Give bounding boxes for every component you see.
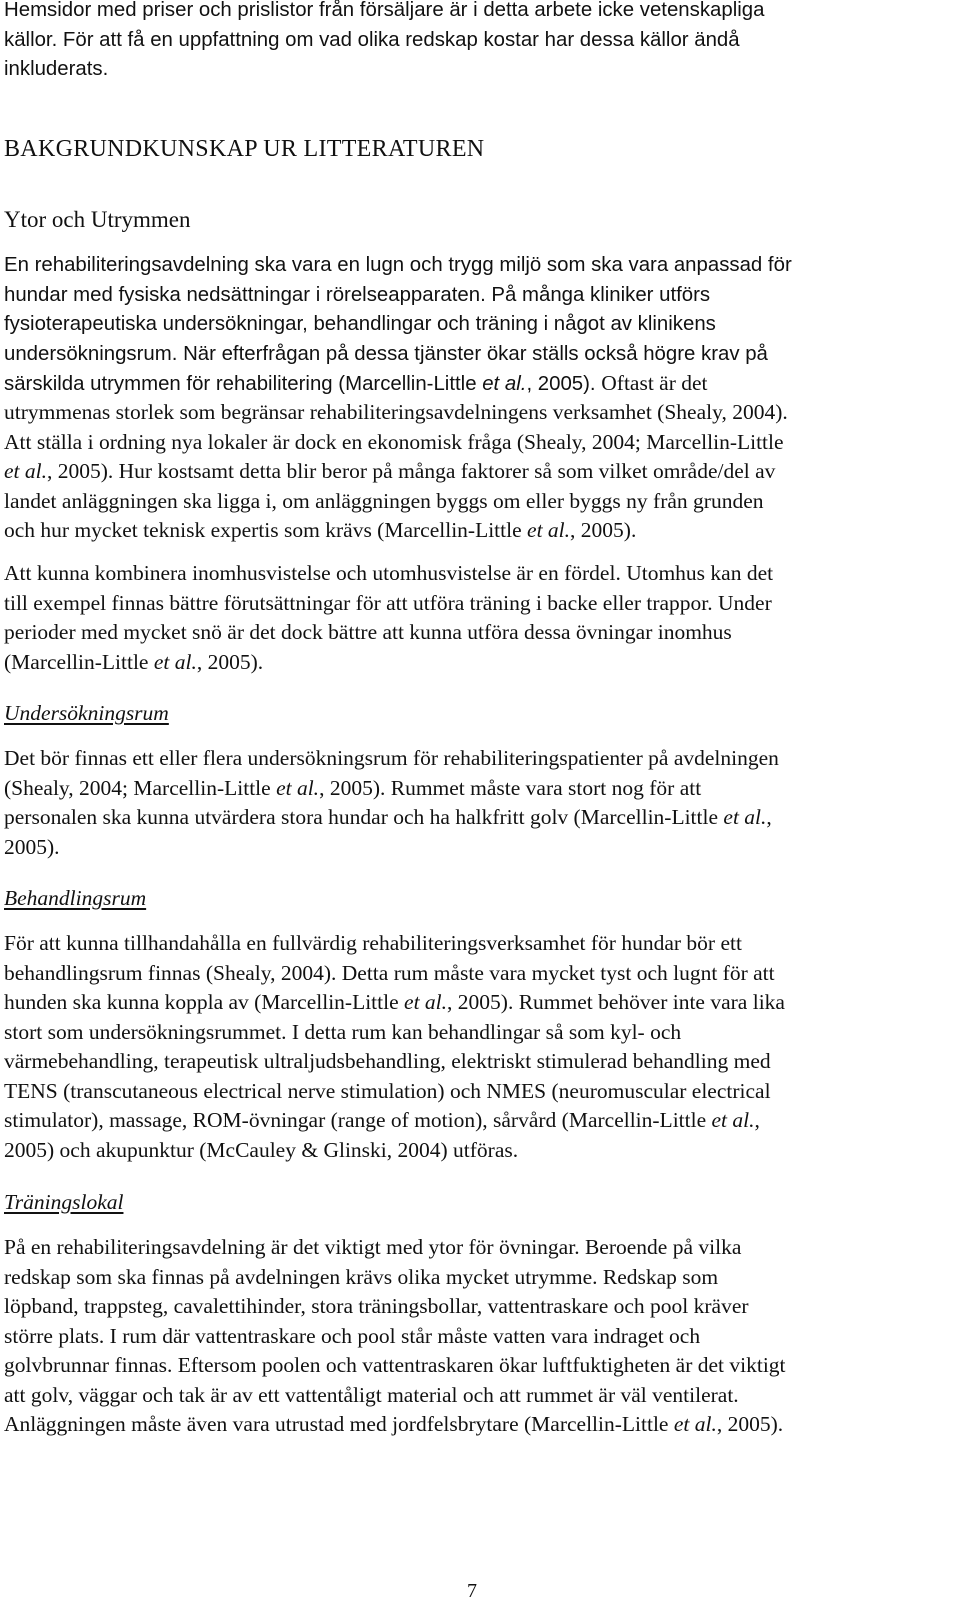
text-line: 2005) och akupunktur (McCauley & Glinski, 2004) utföras. [4,1137,519,1162]
text-line: et al., 2005). Hur kostsamt detta blir beror på många faktorer så som vilket område/del av [4,459,776,483]
text-line [4,369,944,400]
text-line: TENS (transcutaneous electrical nerve stimulation) och NMES (neuromuscular electrical [4,1078,771,1103]
text-line: Det bör finnas ett eller flera undersökningsrum för rehabiliteringspatienter på avdelningen [4,746,779,770]
text-line: utrymmenas storlek som begränsar rehabiliteringsavdelningens verksamhet (Shealy, 2004). [4,400,788,424]
citation-et-al: et al. [4,459,47,483]
text-segment: särskilda utrymmen för rehabilitering (Marcellin-Little et al., 2005). [4,373,596,395]
text-line: stimulator), massage, ROM-övningar (range of motion), sårvård (Marcellin-Little et al., [4,1108,760,1132]
text-line: och hur mycket teknisk expertis som krävs (Marcellin-Little et al., 2005). [4,518,637,542]
text-line: Hemsidor med priser och prislistor från försäljare är i detta arbete icke vetenskapliga [4,0,765,21]
heading-behandlingsrum: Behandlingsrum [4,886,147,910]
paragraph-ytor-serif [4,398,944,546]
citation-et-al: et al. [711,1108,755,1132]
text-segment: Oftast är det [601,371,708,395]
section-title: BAKGRUNDKUNSKAP UR LITTERATUREN [4,136,485,162]
text-line: På en rehabiliteringsavdelning är det viktigt med ytor för övningar. Beroende på vilka [4,1235,742,1259]
citation-et-al: et al. [527,518,571,542]
text-line: att golv, väggar och tak är av ett vattentåligt material och att rummet är väl ventilerat. [4,1382,739,1407]
text-line: fysioterapeutiska undersökningar, behandlingar och träning i något av klinikens [4,313,716,335]
text-line: Att kunna kombinera inomhusvistelse och utomhusvistelse är en fördel. Utomhus kan det [4,561,774,585]
text-line: stort som undersökningsrummet. I detta rum kan behandlingar så som kyl- och [4,1019,682,1044]
text-line: till exempel finnas bättre förutsättningar för att utföra träning i backe eller trappor. Under [4,590,772,615]
text-line: En rehabiliteringsavdelning ska vara en lugn och trygg miljö som ska vara anpassad för [4,254,792,276]
text-line: personalen ska kunna utvärdera stora hundar och ha halkfritt golv (Marcellin-Little et al., [4,805,772,829]
text-line: (Shealy, 2004; Marcellin-Little et al., 2005). Rummet måste vara stort nog för att [4,775,702,800]
text-line: (Marcellin-Little et al., 2005). [4,649,264,674]
citation-et-al: et al. [153,649,197,674]
paragraph-behandlingsrum [4,929,944,1165]
text-line: För att kunna tillhandahålla en fullvärdig rehabiliteringsverksamhet för hundar bör ett [4,931,742,955]
text-line: redskap som ska finnas på avdelningen krävs olika mycket utrymme. Redskap som [4,1264,719,1289]
page-number: 7 [467,1580,477,1602]
text-line: värmebehandling, terapeutisk ultraljudsbehandling, elektriskt stimulerad behandling med [4,1049,771,1073]
text-line: undersökningsrum. När efterfrågan på dessa tjänster ökar ställs också högre krav på [4,342,768,365]
paragraph-traningslokal [4,1233,944,1440]
paragraph-inomhus-utomhus [4,559,944,677]
text-line: större plats. I rum där vattentraskare och pool står måste vatten vara indraget och [4,1323,701,1348]
heading-undersokningsrum: Undersökningsrum [4,701,169,725]
citation-et-al: et al. [482,373,527,395]
citation-et-al: et al. [276,775,320,800]
text-line: inkluderats. [4,58,109,80]
subsection-title: Ytor och Utrymmen [4,207,191,232]
heading-traningslokal: Träningslokal [4,1190,124,1214]
intro-paragraph [4,0,944,85]
citation-et-al: et al. [673,1412,717,1436]
citation-et-al: et al. [723,805,767,829]
text-line: källor. För att få en uppfattning om vad olika redskap kostar har dessa källor ändå [4,28,740,51]
citation-et-al: et al. [404,990,448,1014]
text-line: löpband, trappsteg, cavalettihinder, stora träningsbollar, vattentraskare och pool kräver [4,1294,749,1318]
text-line: landet anläggningen ska ligga i, om anläggningen byggs om eller byggs ny från grunden [4,488,764,513]
paragraph-undersokningsrum [4,744,944,862]
text-line: behandlingsrum finnas (Shealy, 2004). Detta rum måste vara mycket tyst och lugnt för att [4,960,775,985]
text-line: Anläggningen måste även vara utrustad med jordfelsbrytare (Marcellin-Little et al., 2005). [4,1412,784,1436]
text-line: hundar med fysiska nedsättningar i rörelseapparaten. På många kliniker utförs [4,283,711,306]
text-line: 2005). [4,834,60,859]
text-line: Att ställa i ordning nya lokaler är dock en ekonomisk fråga (Shealy, 2004; Marcellin-Little [4,429,784,454]
paragraph-ytor-sans [4,251,944,400]
text-line: golvbrunnar finnas. Eftersom poolen och vattentraskaren ökar luftfuktigheten är det viktigt [4,1353,786,1377]
text-line: perioder med mycket snö är det dock bättre att kunna utföra dessa övningar inomhus [4,620,732,644]
text-line: hunden ska kunna koppla av (Marcellin-Little et al., 2005). Rummet behöver inte vara lika [4,990,785,1014]
